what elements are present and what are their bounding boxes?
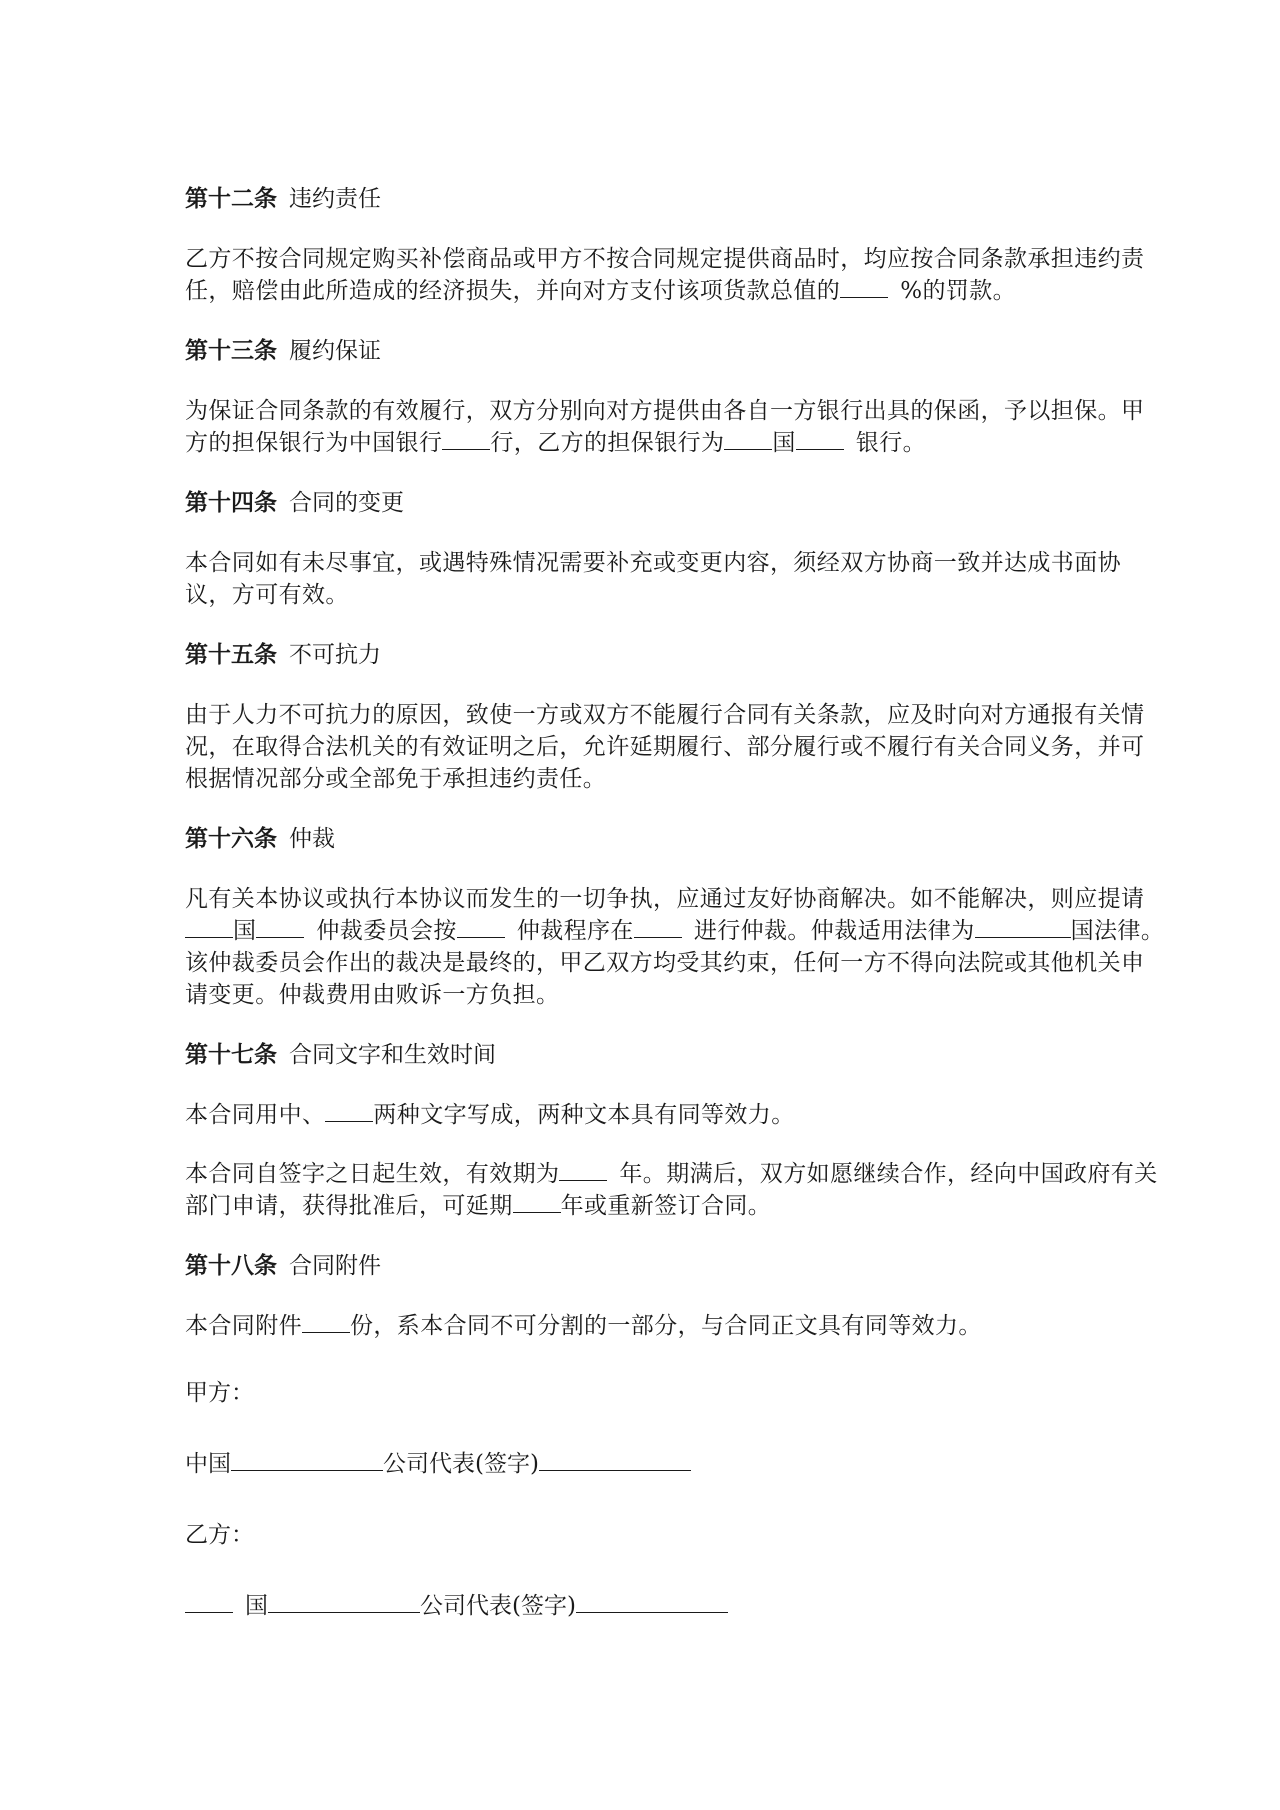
text-run: 乙方不按合同规定购买补偿商品或甲方不按合同规定提供商品时，均应按合同条款承担违约责任，赔偿由此所造成的经济损失，并向对方支付该项货款总值的 bbox=[185, 246, 1145, 304]
fill-in-blank[interactable] bbox=[634, 915, 682, 938]
text-run: 本合同如有未尽事宜，或遇特殊情况需要补充或变更内容，须经双方协商一致并达成书面协议，方可有效。 bbox=[185, 550, 1121, 608]
fill-in-blank[interactable] bbox=[325, 1099, 373, 1122]
text-run: 中国 bbox=[185, 1451, 231, 1477]
text-run: 国 bbox=[245, 1593, 268, 1619]
article-number: 第十三条 bbox=[185, 337, 277, 364]
article-title: 不可抗力 bbox=[289, 642, 381, 668]
fill-in-blank[interactable] bbox=[256, 915, 304, 938]
text-run: 国法律。该仲裁委员会作出的裁决是最终的，甲乙双方均受其约束，任何一方不得向法院或其他机关申请变更。仲裁费用由败诉一方负担。 bbox=[185, 918, 1165, 1008]
country-blank[interactable] bbox=[185, 1590, 233, 1613]
fill-in-blank[interactable] bbox=[796, 427, 844, 450]
text-run: 国 bbox=[772, 430, 796, 456]
article-number: 第十四条 bbox=[185, 489, 277, 516]
article-paragraph bbox=[185, 883, 1165, 1011]
text-run: 公司代表(签字) bbox=[383, 1451, 539, 1477]
article-number: 第十六条 bbox=[185, 825, 277, 852]
fill-in-blank[interactable] bbox=[513, 1190, 561, 1213]
text-run: 凡有关本协议或执行本协议而发生的一切争执，应通过友好协商解决。如不能解决，则应提请 bbox=[185, 886, 1145, 912]
article-paragraph bbox=[185, 547, 1165, 611]
company-name-blank[interactable] bbox=[268, 1590, 420, 1613]
party-a-label: 甲方： bbox=[185, 1380, 254, 1406]
signature-blank[interactable] bbox=[576, 1590, 728, 1613]
text-run: 年。期满后，双方如愿继续合作，经向中国政府有关部门申请，获得批准后，可延期 bbox=[185, 1161, 1158, 1219]
contract-page bbox=[185, 182, 1165, 1660]
text-run: 年或重新签订合同。 bbox=[560, 1193, 772, 1219]
article-heading bbox=[185, 182, 1165, 216]
text-run: 份，系本合同不可分割的一部分，与合同正文具有同等效力。 bbox=[350, 1313, 982, 1339]
article-heading bbox=[185, 822, 1165, 856]
article-paragraph bbox=[185, 1158, 1165, 1222]
text-run: 为保证合同条款的有效履行，双方分别向对方提供由各自一方银行出具的保函，予以担保。甲方的担保银行为中国银行 bbox=[185, 398, 1145, 456]
article-title: 合同的变更 bbox=[289, 490, 404, 516]
article-title: 违约责任 bbox=[289, 186, 381, 212]
article-paragraph bbox=[185, 395, 1165, 459]
article-number: 第十七条 bbox=[185, 1041, 277, 1068]
article-heading bbox=[185, 486, 1165, 520]
article-title: 合同附件 bbox=[289, 1253, 381, 1279]
text-run: 本合同用中、 bbox=[185, 1102, 326, 1128]
text-run: 行，乙方的担保银行为 bbox=[490, 430, 725, 456]
text-run: 进行仲裁。仲裁适用法律为 bbox=[693, 918, 975, 944]
signature-blank[interactable] bbox=[539, 1448, 691, 1471]
text-run: 由于人力不可抗力的原因，致使一方或双方不能履行合同有关条款，应及时向对方通报有关情况，在取得合法机关的有效证明之后，允许延期履行、部分履行或不履行有关合同义务，并可根据情况部分或全部免于承担违约责任。 bbox=[185, 702, 1145, 792]
article-paragraph bbox=[185, 1310, 1165, 1342]
text-run: 国 bbox=[233, 918, 257, 944]
text-run: 公司代表(签字) bbox=[420, 1593, 576, 1619]
text-run: 仲裁委员会按 bbox=[316, 918, 457, 944]
company-name-blank[interactable] bbox=[231, 1448, 383, 1471]
fill-in-blank[interactable] bbox=[302, 1310, 350, 1333]
fill-in-blank[interactable] bbox=[975, 915, 1071, 938]
fill-in-blank[interactable] bbox=[457, 915, 505, 938]
article-paragraph bbox=[185, 243, 1165, 307]
article-heading bbox=[185, 334, 1165, 368]
article-title: 合同文字和生效时间 bbox=[289, 1042, 496, 1068]
fill-in-blank[interactable] bbox=[559, 1158, 607, 1181]
article-paragraph bbox=[185, 699, 1165, 795]
fill-in-blank[interactable] bbox=[724, 427, 772, 450]
article-number: 第十五条 bbox=[185, 641, 277, 668]
text-run: 本合同自签字之日起生效，有效期为 bbox=[185, 1161, 560, 1187]
text-run: 银行。 bbox=[855, 430, 927, 456]
text-run: %的罚款。 bbox=[900, 278, 1017, 304]
fill-in-blank[interactable] bbox=[185, 915, 233, 938]
party-a-signature-line bbox=[185, 1447, 1165, 1481]
article-number: 第十八条 bbox=[185, 1252, 277, 1279]
article-heading bbox=[185, 1249, 1165, 1283]
fill-in-blank[interactable] bbox=[840, 275, 888, 298]
party-b-label: 乙方： bbox=[185, 1522, 254, 1548]
text-run: 两种文字写成，两种文本具有同等效力。 bbox=[373, 1102, 795, 1128]
article-number: 第十二条 bbox=[185, 185, 277, 212]
article-title: 仲裁 bbox=[289, 826, 335, 852]
text-run: 仲裁程序在 bbox=[516, 918, 634, 944]
party-b-signature-line bbox=[185, 1589, 1165, 1623]
text-run: 本合同附件 bbox=[185, 1313, 302, 1339]
article-title: 履约保证 bbox=[289, 338, 381, 364]
article-paragraph bbox=[185, 1099, 1165, 1131]
article-heading bbox=[185, 1038, 1165, 1072]
fill-in-blank[interactable] bbox=[442, 427, 490, 450]
article-heading bbox=[185, 638, 1165, 672]
